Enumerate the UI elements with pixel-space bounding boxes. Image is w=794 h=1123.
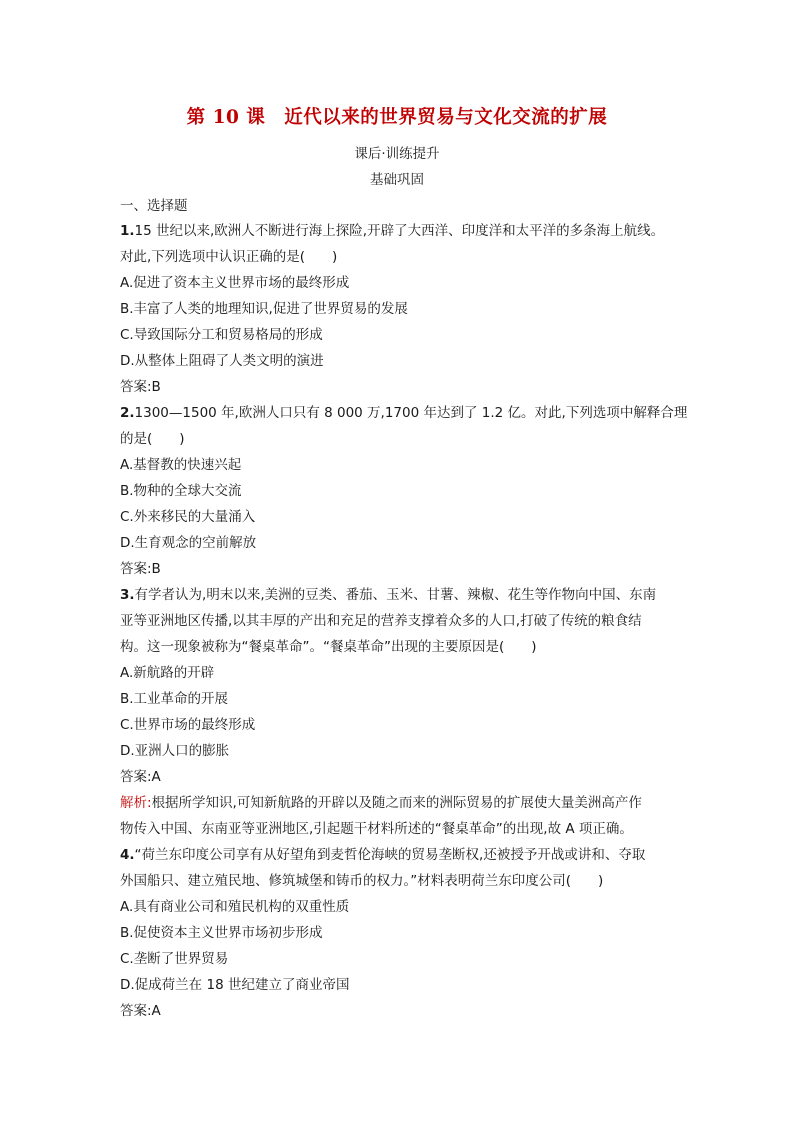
question-3-stem-line-2: 亚等亚洲地区传播,以其丰厚的产出和充足的营养支撑着众多的人口,打破了传统的粮食结 (120, 613, 642, 629)
question-2-option-a: A.基督教的快速兴起 (120, 457, 242, 473)
question-1-option-d: D.从整体上阻碍了人类文明的演进 (120, 353, 324, 369)
question-2-answer: 答案:B (120, 561, 161, 577)
question-3-analysis-line-1: 解析:根据所学知识,可知新航路的开辟以及随之而来的洲际贸易的扩展使大量美洲高产作 (120, 795, 642, 811)
question-4-option-d: D.促成荷兰在 18 世纪建立了商业帝国 (120, 977, 350, 993)
question-4-option-b: B.促使资本主义世界市场初步形成 (120, 925, 323, 941)
lesson-title: 第 10 课 近代以来的世界贸易与文化交流的扩展 (186, 107, 608, 128)
analysis-label: 解析: (120, 795, 152, 811)
question-4-option-a: A.具有商业公司和殖民机构的双重性质 (120, 899, 350, 915)
question-1-stem-line-1: 1.15 世纪以来,欧洲人不断进行海上探险,开辟了大西洋、印度洋和太平洋的多条海上航线。 (120, 223, 665, 239)
question-3-option-b: B.工业革命的开展 (120, 691, 229, 707)
subtitle-basic: 基础巩固 (370, 172, 424, 188)
question-2-stem-line-2: 的是( ) (120, 431, 185, 447)
question-1-option-c: C.导致国际分工和贸易格局的形成 (120, 327, 323, 343)
question-3-option-a: A.新航路的开辟 (120, 665, 215, 681)
question-3-option-c: C.世界市场的最终形成 (120, 717, 256, 733)
question-1-answer: 答案:B (120, 379, 161, 395)
subtitle-after-class: 课后·训练提升 (354, 146, 440, 162)
question-3-analysis-line-2: 物传入中国、东南亚等亚洲地区,引起题干材料所述的“餐桌革命”的出现,故 A 项正确。 (120, 821, 633, 837)
question-2-stem-line-1: 2.1300—1500 年,欧洲人口只有 8 000 万,1700 年达到了 1.2 亿。对此,下列选项中解释合理 (120, 405, 688, 421)
question-3-stem-line-1: 3.有学者认为,明末以来,美洲的豆类、番茄、玉米、甘薯、辣椒、花生等作物向中国、东南 (120, 587, 657, 603)
question-1-stem-line-2: 对此,下列选项中认识正确的是( ) (120, 249, 338, 265)
question-number: 2. (120, 405, 135, 421)
question-number: 4. (120, 847, 135, 863)
question-3-answer: 答案:A (120, 769, 161, 785)
question-1-option-b: B.丰富了人类的地理知识,促进了世界贸易的发展 (120, 301, 408, 317)
question-3-option-d: D.亚洲人口的膨胀 (120, 743, 230, 759)
question-3-stem-line-3: 构。这一现象被称为“餐桌革命”。“餐桌革命”出现的主要原因是( ) (120, 639, 537, 655)
question-2-option-c: C.外来移民的大量涌入 (120, 509, 256, 525)
question-1-option-a: A.促进了资本主义世界市场的最终形成 (120, 275, 350, 291)
question-4-answer: 答案:A (120, 1003, 161, 1019)
question-2-option-d: D.生育观念的空前解放 (120, 535, 257, 551)
question-number: 3. (120, 587, 135, 603)
question-2-option-b: B.物种的全球大交流 (120, 483, 242, 499)
section-heading: 一、选择题 (120, 198, 188, 214)
question-number: 1. (120, 223, 135, 239)
question-4-stem-line-1: 4.“荷兰东印度公司享有从好望角到麦哲伦海峡的贸易垄断权,还被授予开战或讲和、夺取 (120, 847, 646, 863)
question-4-option-c: C.垄断了世界贸易 (120, 951, 229, 967)
question-4-stem-line-2: 外国船只、建立殖民地、修筑城堡和铸币的权力。”材料表明荷兰东印度公司( ) (120, 873, 604, 889)
